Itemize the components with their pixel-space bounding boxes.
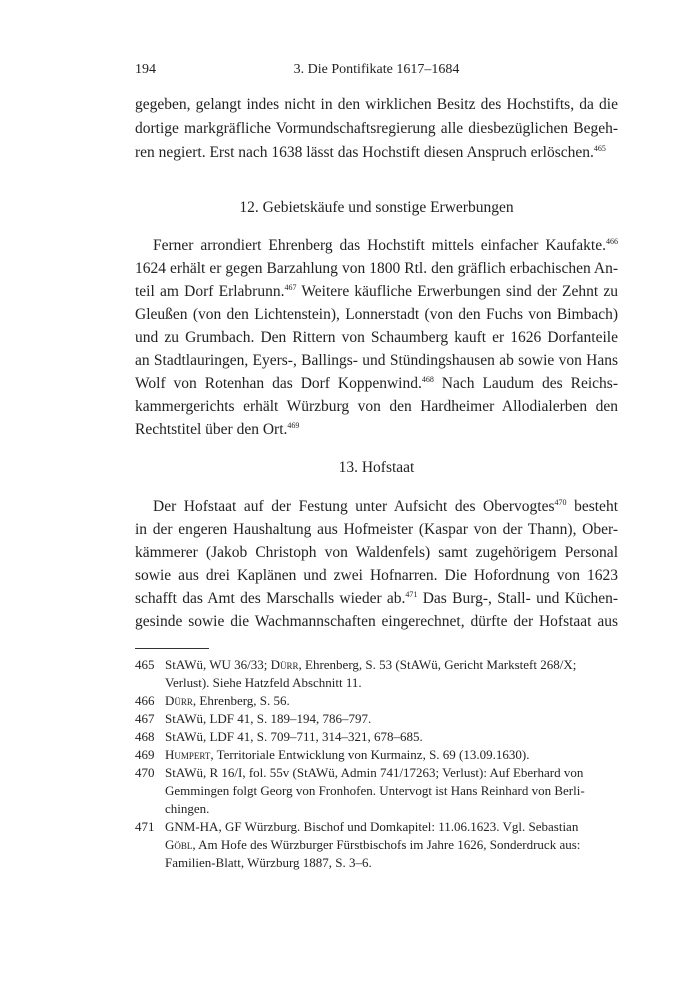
running-title: 3. Die Pontifikate 1617–1684 — [293, 62, 460, 77]
body-line: ren negiert. Erst nach 1638 lässt das Hochstift diesen Anspruch erlöschen.$^{465}$ — [135, 144, 606, 161]
body-line: an Stadtlauringen, Eyers-, Ballings- und Stündingshausen ab sowie von Hans — [135, 352, 618, 369]
footnote-ref: 469 — [287, 421, 300, 430]
body-line: Wolf von Rotenhan das Dorf Koppenwind.$^{468}$ Nach Laudum des Reichs- — [135, 375, 618, 392]
section-heading: 13. Hofstaat — [338, 459, 415, 476]
body-line: Rechtstitel über den Ort.$^{469}$ — [135, 421, 300, 438]
footnote-ref: 471 — [405, 590, 418, 599]
footnote-number: 466 — [135, 693, 155, 708]
footnote-number: 471 — [135, 819, 155, 834]
footnote-text: Humpert, Territoriale Entwicklung von Kurmainz, S. 69 (13.09.1630). — [165, 747, 530, 762]
footnote-text: StAWü, WU 36/33; Dürr, Ehrenberg, S. 53 (StAWü, Gericht Marksteft 268/X; — [165, 657, 577, 672]
footnote-ref: 467 — [284, 283, 297, 292]
body-line: dortige markgräfliche Vormundschaftsregierung alle diesbezüglichen Begeh- — [135, 120, 618, 137]
footnote-number: 469 — [135, 747, 155, 762]
body-line: kammergerichts erhält Würzburg von den Hardheimer Allodialerben den — [135, 398, 618, 415]
page-header — [135, 62, 618, 84]
footnote-text: Verlust). Siehe Hatzfeld Abschnitt 11. — [165, 675, 362, 690]
body-line: 1624 erhält er gegen Barzahlung von 1800 Rtl. den gräflich erbachischen An- — [135, 260, 618, 277]
section-heading: 12. Gebietskäufe und sonstige Erwerbungen — [239, 199, 514, 216]
footnote-ref: 466 — [606, 237, 618, 246]
footnote-text: Göbl, Am Hofe des Würzburger Fürstbischofs im Jahre 1626, Sonderdruck aus: — [165, 837, 581, 852]
footnote-ref: 465 — [593, 144, 606, 153]
footnote-text: Familien-Blatt, Würzburg 1887, S. 3–6. — [165, 855, 372, 870]
page-number: 194 — [135, 62, 156, 77]
footnote-number: 465 — [135, 657, 155, 672]
body-line: Gleußen (von den Lichtenstein), Lonnerstadt (von den Fuchs von Bimbach) — [135, 306, 618, 323]
body-line: und zu Grumbach. Den Rittern von Schaumberg kauft er 1626 Dorfanteile — [135, 329, 618, 346]
body-line: gesinde sowie die Wachmannschaften eingerechnet, dürfte der Hofstaat aus — [135, 613, 618, 630]
footnote-ref: 470 — [554, 498, 567, 507]
body-line: sowie aus drei Kaplänen und zwei Hofnarren. Die Hofordnung von 1623 — [135, 567, 618, 584]
body-line: teil am Dorf Erlabrunn.$^{467}$ Weitere käufliche Erwerbungen sind der Zehnt zu — [135, 283, 618, 300]
body-line: schafft das Amt des Marschalls wieder ab.$^{471}$ Das Burg-, Stall- und Küchen- — [135, 590, 618, 607]
footnote-text: Dürr, Ehrenberg, S. 56. — [165, 693, 290, 708]
footnote-rule — [135, 648, 209, 649]
footnote-text: StAWü, LDF 41, S. 709–711, 314–321, 678–685. — [165, 729, 423, 744]
body-line: gegeben, gelangt indes nicht in den wirklichen Besitz des Hochstifts, da die — [135, 96, 618, 113]
footnote-text: GNM-HA, GF Würzburg. Bischof und Domkapitel: 11.06.1623. Vgl. Sebastian — [165, 819, 579, 834]
footnote-text: Gemmingen folgt Georg von Fronhofen. Untervogt ist Hans Reinhard von Berli- — [165, 783, 585, 798]
body-line: Der Hofstaat auf der Festung unter Aufsicht des Obervogtes$^{470}$ besteht — [153, 498, 618, 515]
body-line: Ferner arrondiert Ehrenberg das Hochstift mittels einfacher Kaufakte.$^{466}$ — [153, 237, 618, 254]
footnote-text: chingen. — [165, 801, 210, 816]
footnote-text: StAWü, R 16/I, fol. 55v (StAWü, Admin 741/17263; Verlust): Auf Eberhard von — [165, 765, 584, 780]
footnote-text: StAWü, LDF 41, S. 189–194, 786–797. — [165, 711, 372, 726]
body-line: in der engeren Haushaltung aus Hofmeister (Kaspar von der Thann), Ober- — [135, 521, 618, 538]
footnote-ref: 468 — [421, 375, 434, 384]
footnote-number: 467 — [135, 711, 155, 726]
footnote-number: 468 — [135, 729, 155, 744]
footnote-number: 470 — [135, 765, 155, 780]
body-line: kämmerer (Jakob Christoph von Waldenfels) samt zugehörigem Personal — [135, 544, 618, 561]
